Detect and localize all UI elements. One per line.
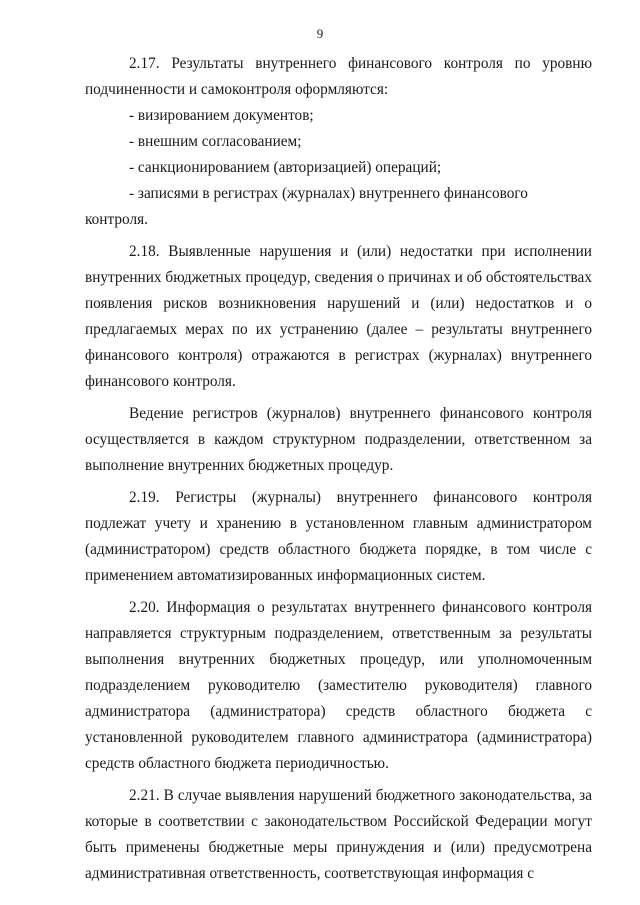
paragraph-registers: Ведение регистров (журналов) внутреннего финансового контроля осуществляется в каждом структурном подразделении, ответственном за выполнение внутренних бюджетных процедур. — [85, 405, 592, 474]
list-item: - визированием документов; — [129, 107, 314, 124]
paragraph-2-17: 2.17. Результаты внутреннего финансового контроля по уровню подчиненности и самоконтроля оформляются: — [85, 55, 592, 98]
paragraph-2-20: 2.20. Информация о результатах внутреннего финансового контроля направляется структурным подразделением, ответственным за результаты выполнения внутренних бюджетных процедур, или уполномоченным подразделением руководителю (заместителю руководителя) главного администратора (администратора) средств областного бюджета с установленной руководителем главного администратора (администратора) средств областного бюджета периодичностью. — [85, 599, 592, 772]
paragraph-2-19: 2.19. Регистры (журналы) внутреннего финансового контроля подлежат учету и хранению в установленном главным администратором (администратором) средств областного бюджета порядке, в том числе с применением автоматизированных информационных систем. — [85, 489, 592, 584]
list-item: - санкционированием (авторизацией) операций; — [129, 159, 442, 176]
paragraph-2-18: 2.18. Выявленные нарушения и (или) недостатки при исполнении внутренних бюджетных процедур, сведения о причинах и об обстоятельствах появления рисков возникновения нарушений и (или) недостатков и о предлагаемых мерах по их устранению (далее – результаты внутреннего финансового контроля) отражаются в регистрах (журналах) внутреннего финансового контроля. — [85, 243, 592, 390]
page-number: 9 — [316, 26, 324, 41]
document-body — [85, 51, 592, 887]
list-item: - записями в регистрах (журналах) внутреннего финансового контроля. — [85, 185, 528, 228]
list-item: - внешним согласованием; — [129, 133, 302, 150]
paragraph-2-21: 2.21. В случае выявления нарушений бюджетного законодательства, за которые в соответствии с законодательством Российской Федерации могут быть применены бюджетные меры принуждения и (или) предусмотрена административная ответственность, соответствующая информация с — [85, 787, 592, 882]
